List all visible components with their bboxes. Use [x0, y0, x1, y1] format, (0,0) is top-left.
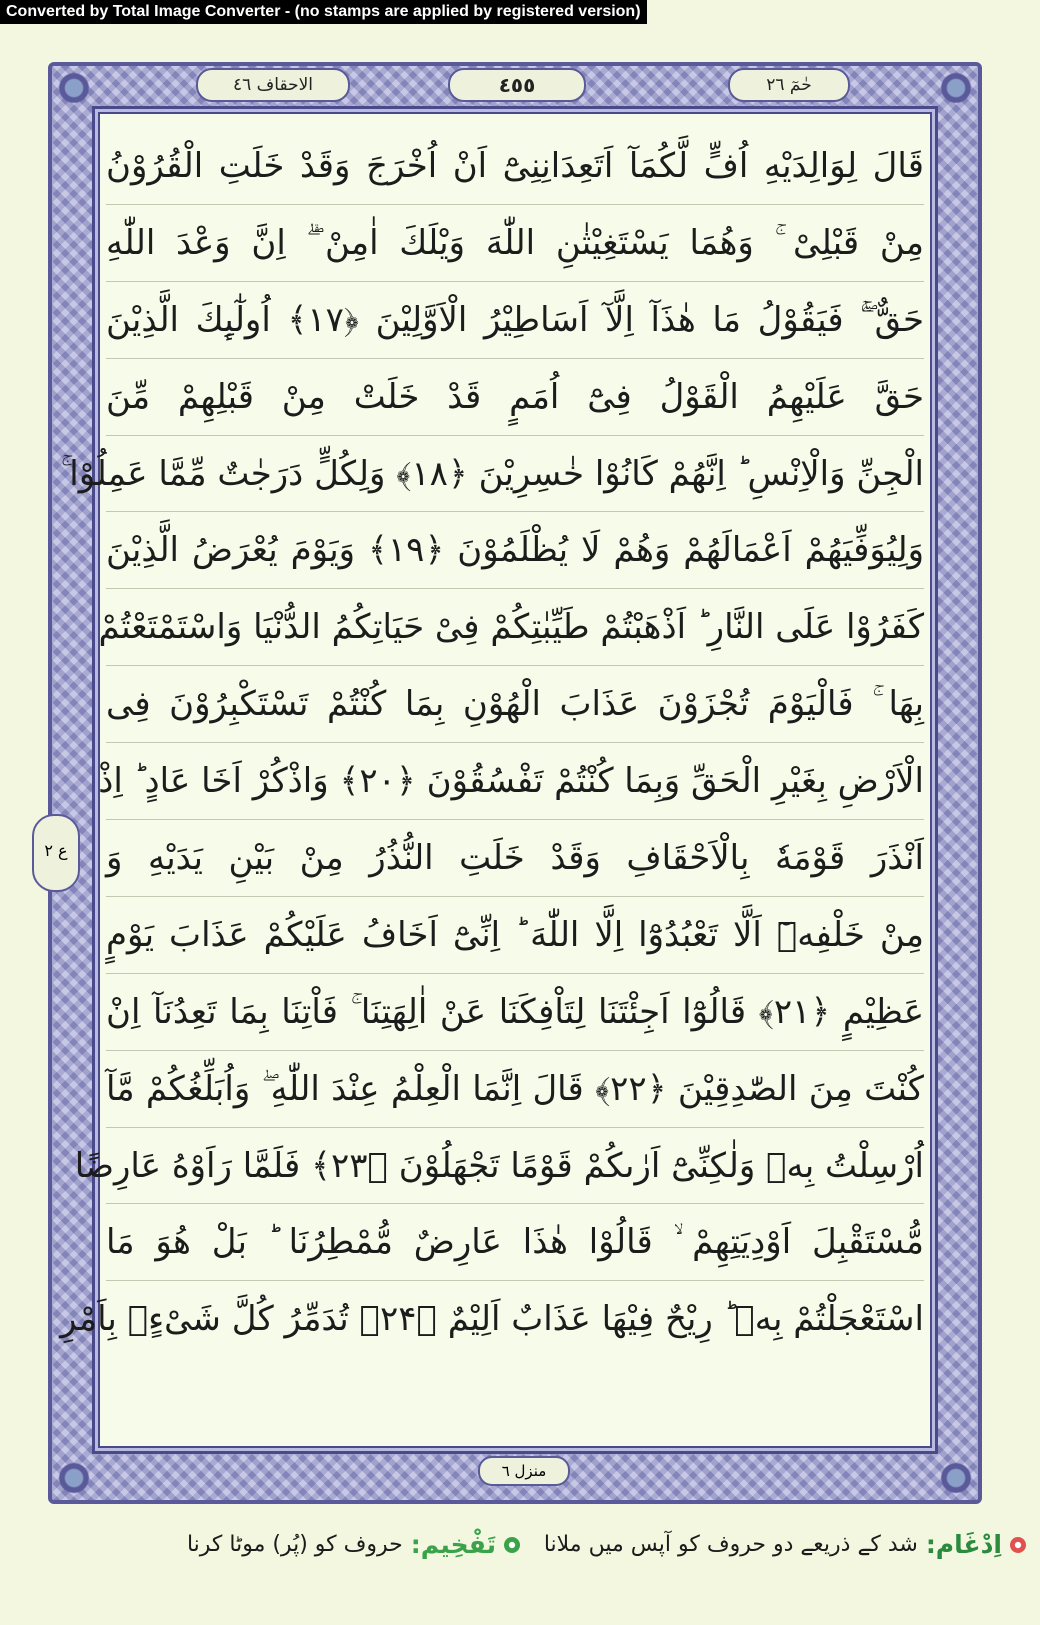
verse-line: مِنْ قَبْلِیْ ۚ وَهُمَا یَسْتَغِیْثٰنِ اللّٰهَ وَیْلَكَ اٰمِنْ ۖۗ اِنَّ وَعْدَ اللّٰهِ — [106, 205, 924, 282]
corner-ornament-icon — [936, 68, 976, 108]
verse-line: كُنْتَ مِنَ الصّٰدِقِیْنَ ﴿۲۲﴾ قَالَ اِنَّمَا الْعِلْمُ عِنْدَ اللّٰهِ ۖ وَاُبَلِّغُكُمْ مَّآ — [106, 1051, 924, 1128]
flower-icon — [1010, 1537, 1026, 1553]
ruku-marker: ع ۲ — [32, 814, 80, 892]
verse-line: وَلِیُوَفِّیَهُمْ اَعْمَالَهُمْ وَهُمْ لَا یُظْلَمُوْنَ ﴿۱۹﴾ وَیَوْمَ یُعْرَضُ الَّذِیْنَ — [106, 512, 924, 589]
verse-line: بِهَا ۚ فَالْیَوْمَ تُجْزَوْنَ عَذَابَ الْهُوْنِ بِمَا كُنْتُمْ تَسْتَكْبِرُوْنَ فِی — [106, 666, 924, 743]
verse-line: الْجِنِّ وَالْاِنْسِ ؕ اِنَّهُمْ كَانُوْا خٰسِرِیْنَ ﴿۱۸﴾ وَلِكُلٍّ دَرَجٰتٌ مِّمَّا عَمِلُوْا ۚ — [106, 436, 924, 513]
legend-tafkheem — [187, 1530, 520, 1559]
corner-ornament-icon — [54, 1458, 94, 1498]
tajweed-legend — [0, 1512, 1040, 1572]
legend-description: شد کے ذریعے دو حروف کو آپس میں ملانا — [543, 1532, 918, 1557]
surah-name-badge: الاحقاف ٤٦ — [196, 68, 350, 102]
mushaf-page — [44, 62, 982, 1504]
juz-name-badge: حٰمٓ ٢٦ — [728, 68, 850, 102]
corner-ornament-icon — [54, 68, 94, 108]
legend-term: تَفْخِیم: — [410, 1530, 496, 1559]
legend-term: اِدْغَام: — [925, 1530, 1002, 1559]
page-number-badge: ٤٥٥ — [448, 68, 586, 102]
legend-idgham — [544, 1530, 1026, 1559]
converter-watermark: Converted by Total Image Converter - (no stamps are applied by registered version) — [0, 0, 647, 24]
verse-line: حَقَّ عَلَیْهِمُ الْقَوْلُ فِیْٓ اُمَمٍ قَدْ خَلَتْ مِنْ قَبْلِهِمْ مِّنَ — [106, 359, 924, 436]
corner-ornament-icon — [936, 1458, 976, 1498]
legend-description: حروف کو (پُر) موٹا کرنا — [186, 1532, 403, 1557]
verse-line: اَنْذَرَ قَوْمَهٗ بِالْاَحْقَافِ وَقَدْ خَلَتِ النُّذُرُ مِنْ بَیْنِ یَدَیْهِ وَ — [106, 820, 924, 897]
manzil-badge: منزل ٦ — [478, 1456, 570, 1486]
verse-lines — [60, 128, 924, 1358]
verse-line: عَظِیْمٍ ﴿۲۱﴾ قَالُوْٓا اَجِئْتَنَا لِتَاْفِكَنَا عَنْ اٰلِهَتِنَا ۚ فَاْتِنَا بِمَا تَعِدُنَآ اِنْ — [106, 974, 924, 1051]
verse-line: حَقٌّ ۚۖ فَیَقُوْلُ مَا هٰذَآ اِلَّآ اَسَاطِیْرُ الْاَوَّلِیْنَ ﴿۱۷﴾ اُولٰٓىِٕكَ الَّذِیْنَ — [106, 282, 924, 359]
verse-line: مُّسْتَقْبِلَ اَوْدِیَتِهِمْ ۙ قَالُوْا هٰذَا عَارِضٌ مُّمْطِرُنَا ؕ بَلْ هُوَ مَا — [106, 1204, 924, 1281]
verse-line: كَفَرُوْا عَلَى النَّارِ ؕ اَذْهَبْتُمْ طَیِّبٰتِكُمْ فِیْ حَیَاتِكُمُ الدُّنْیَا وَاسْتَمْتَعْتُمْ — [106, 589, 924, 666]
verse-line: مِنْ خَلْفِهٖٓ اَلَّا تَعْبُدُوْٓا اِلَّا اللّٰهَ ؕ اِنِّیْٓ اَخَافُ عَلَیْكُمْ عَذَابَ یَوْمٍ — [106, 897, 924, 974]
verse-line: اُرْسِلْتُ بِهٖ وَلٰكِنِّیْٓ اَرٰىكُمْ قَوْمًا تَجْهَلُوْنَ ﴿۲۳﴾ فَلَمَّا رَاَوْهُ عَارِضًا — [106, 1128, 924, 1205]
verse-line: الْاَرْضِ بِغَیْرِ الْحَقِّ وَبِمَا كُنْتُمْ تَفْسُقُوْنَ ﴿۲۰﴾ وَاذْكُرْ اَخَا عَادٍ ؕ اِذْ — [106, 743, 924, 820]
flower-icon — [504, 1537, 520, 1553]
verse-line: اسْتَعْجَلْتُمْ بِهٖ ؕ رِیْحٌ فِیْهَا عَذَابٌ اَلِیْمٌ ﴿۲۴﴾ تُدَمِّرُ كُلَّ شَیْءٍۭ بِاَمْرِ — [60, 1299, 924, 1340]
verse-line: قَالَ لِوَالِدَيْهِ اُفٍّ لَّكُمَآ اَتَعِدَانِنِیْٓ اَنْ اُخْرَجَ وَقَدْ خَلَتِ الْقُرُوْنُ — [106, 128, 924, 205]
